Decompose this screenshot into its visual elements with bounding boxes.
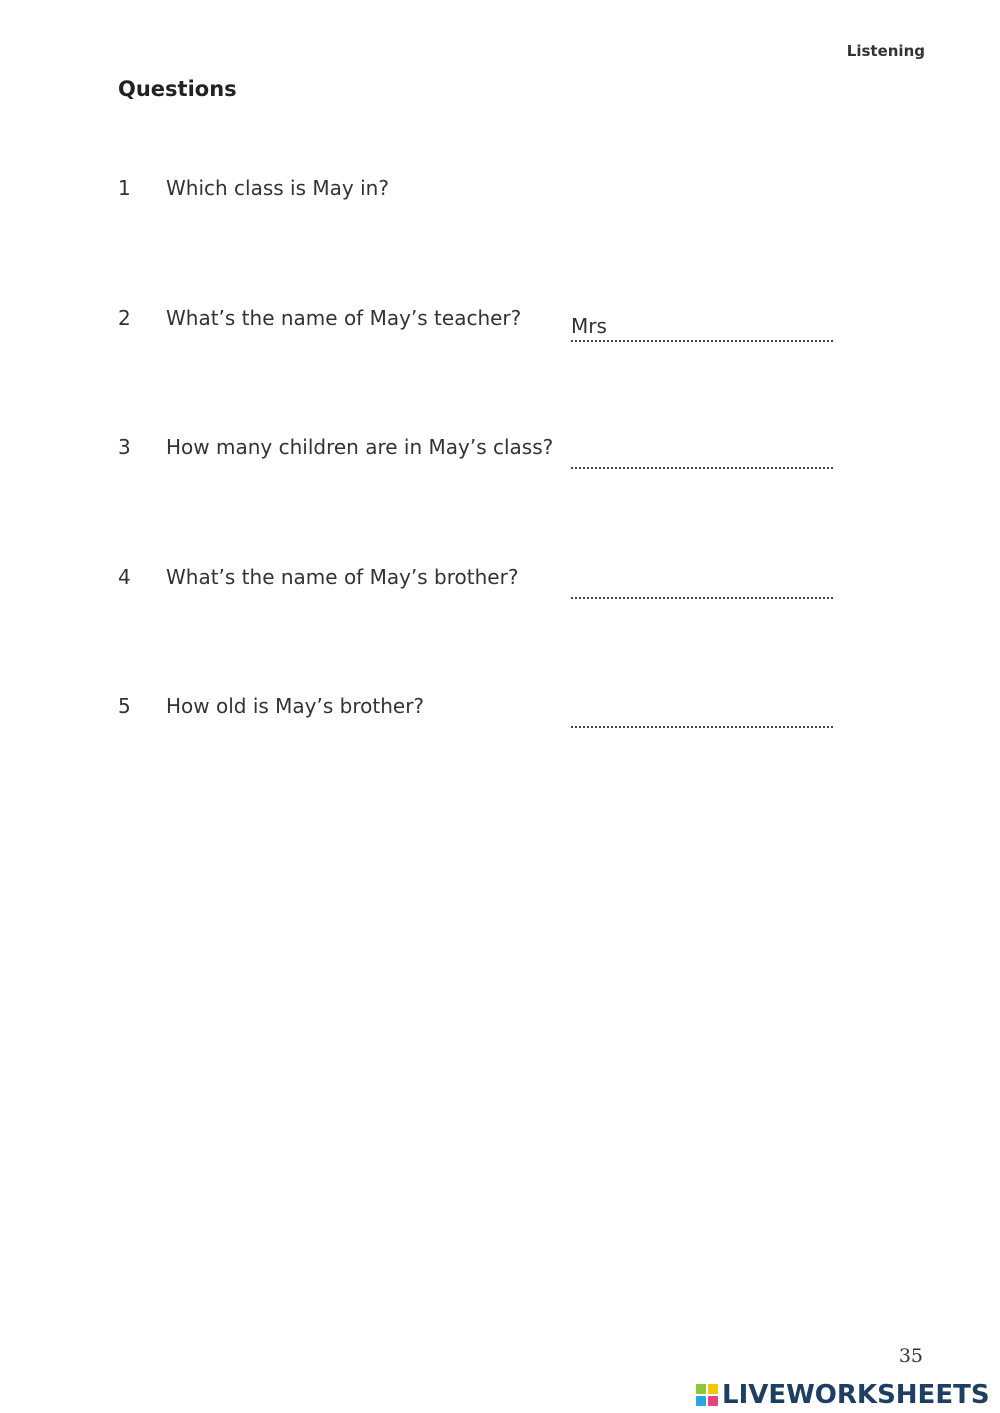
answer-prefix: Mrs (571, 314, 607, 338)
answer-field-2[interactable] (571, 312, 833, 342)
question-text: What’s the name of May’s teacher? (166, 306, 522, 330)
question-2 (118, 306, 838, 346)
questions-heading: Questions (118, 77, 237, 101)
liveworksheets-logo-icon (696, 1384, 718, 1406)
watermark[interactable] (696, 1378, 990, 1412)
question-1 (118, 176, 838, 216)
question-number: 4 (118, 565, 131, 589)
question-number: 1 (118, 176, 131, 200)
question-text: How many children are in May’s class? (166, 435, 554, 459)
question-4 (118, 565, 838, 605)
question-text: Which class is May in? (166, 176, 389, 200)
question-number: 5 (118, 694, 131, 718)
watermark-text: LIVEWORKSHEETS (722, 1380, 990, 1410)
question-5 (118, 694, 838, 734)
question-number: 2 (118, 306, 131, 330)
answer-field-5[interactable] (571, 708, 833, 728)
page-number: 35 (898, 1345, 923, 1367)
answer-field-3[interactable] (571, 449, 833, 469)
question-text: How old is May’s brother? (166, 694, 425, 718)
question-3 (118, 435, 838, 475)
section-label: Listening (846, 42, 925, 60)
question-number: 3 (118, 435, 131, 459)
answer-field-4[interactable] (571, 579, 833, 599)
question-text: What’s the name of May’s brother? (166, 565, 519, 589)
